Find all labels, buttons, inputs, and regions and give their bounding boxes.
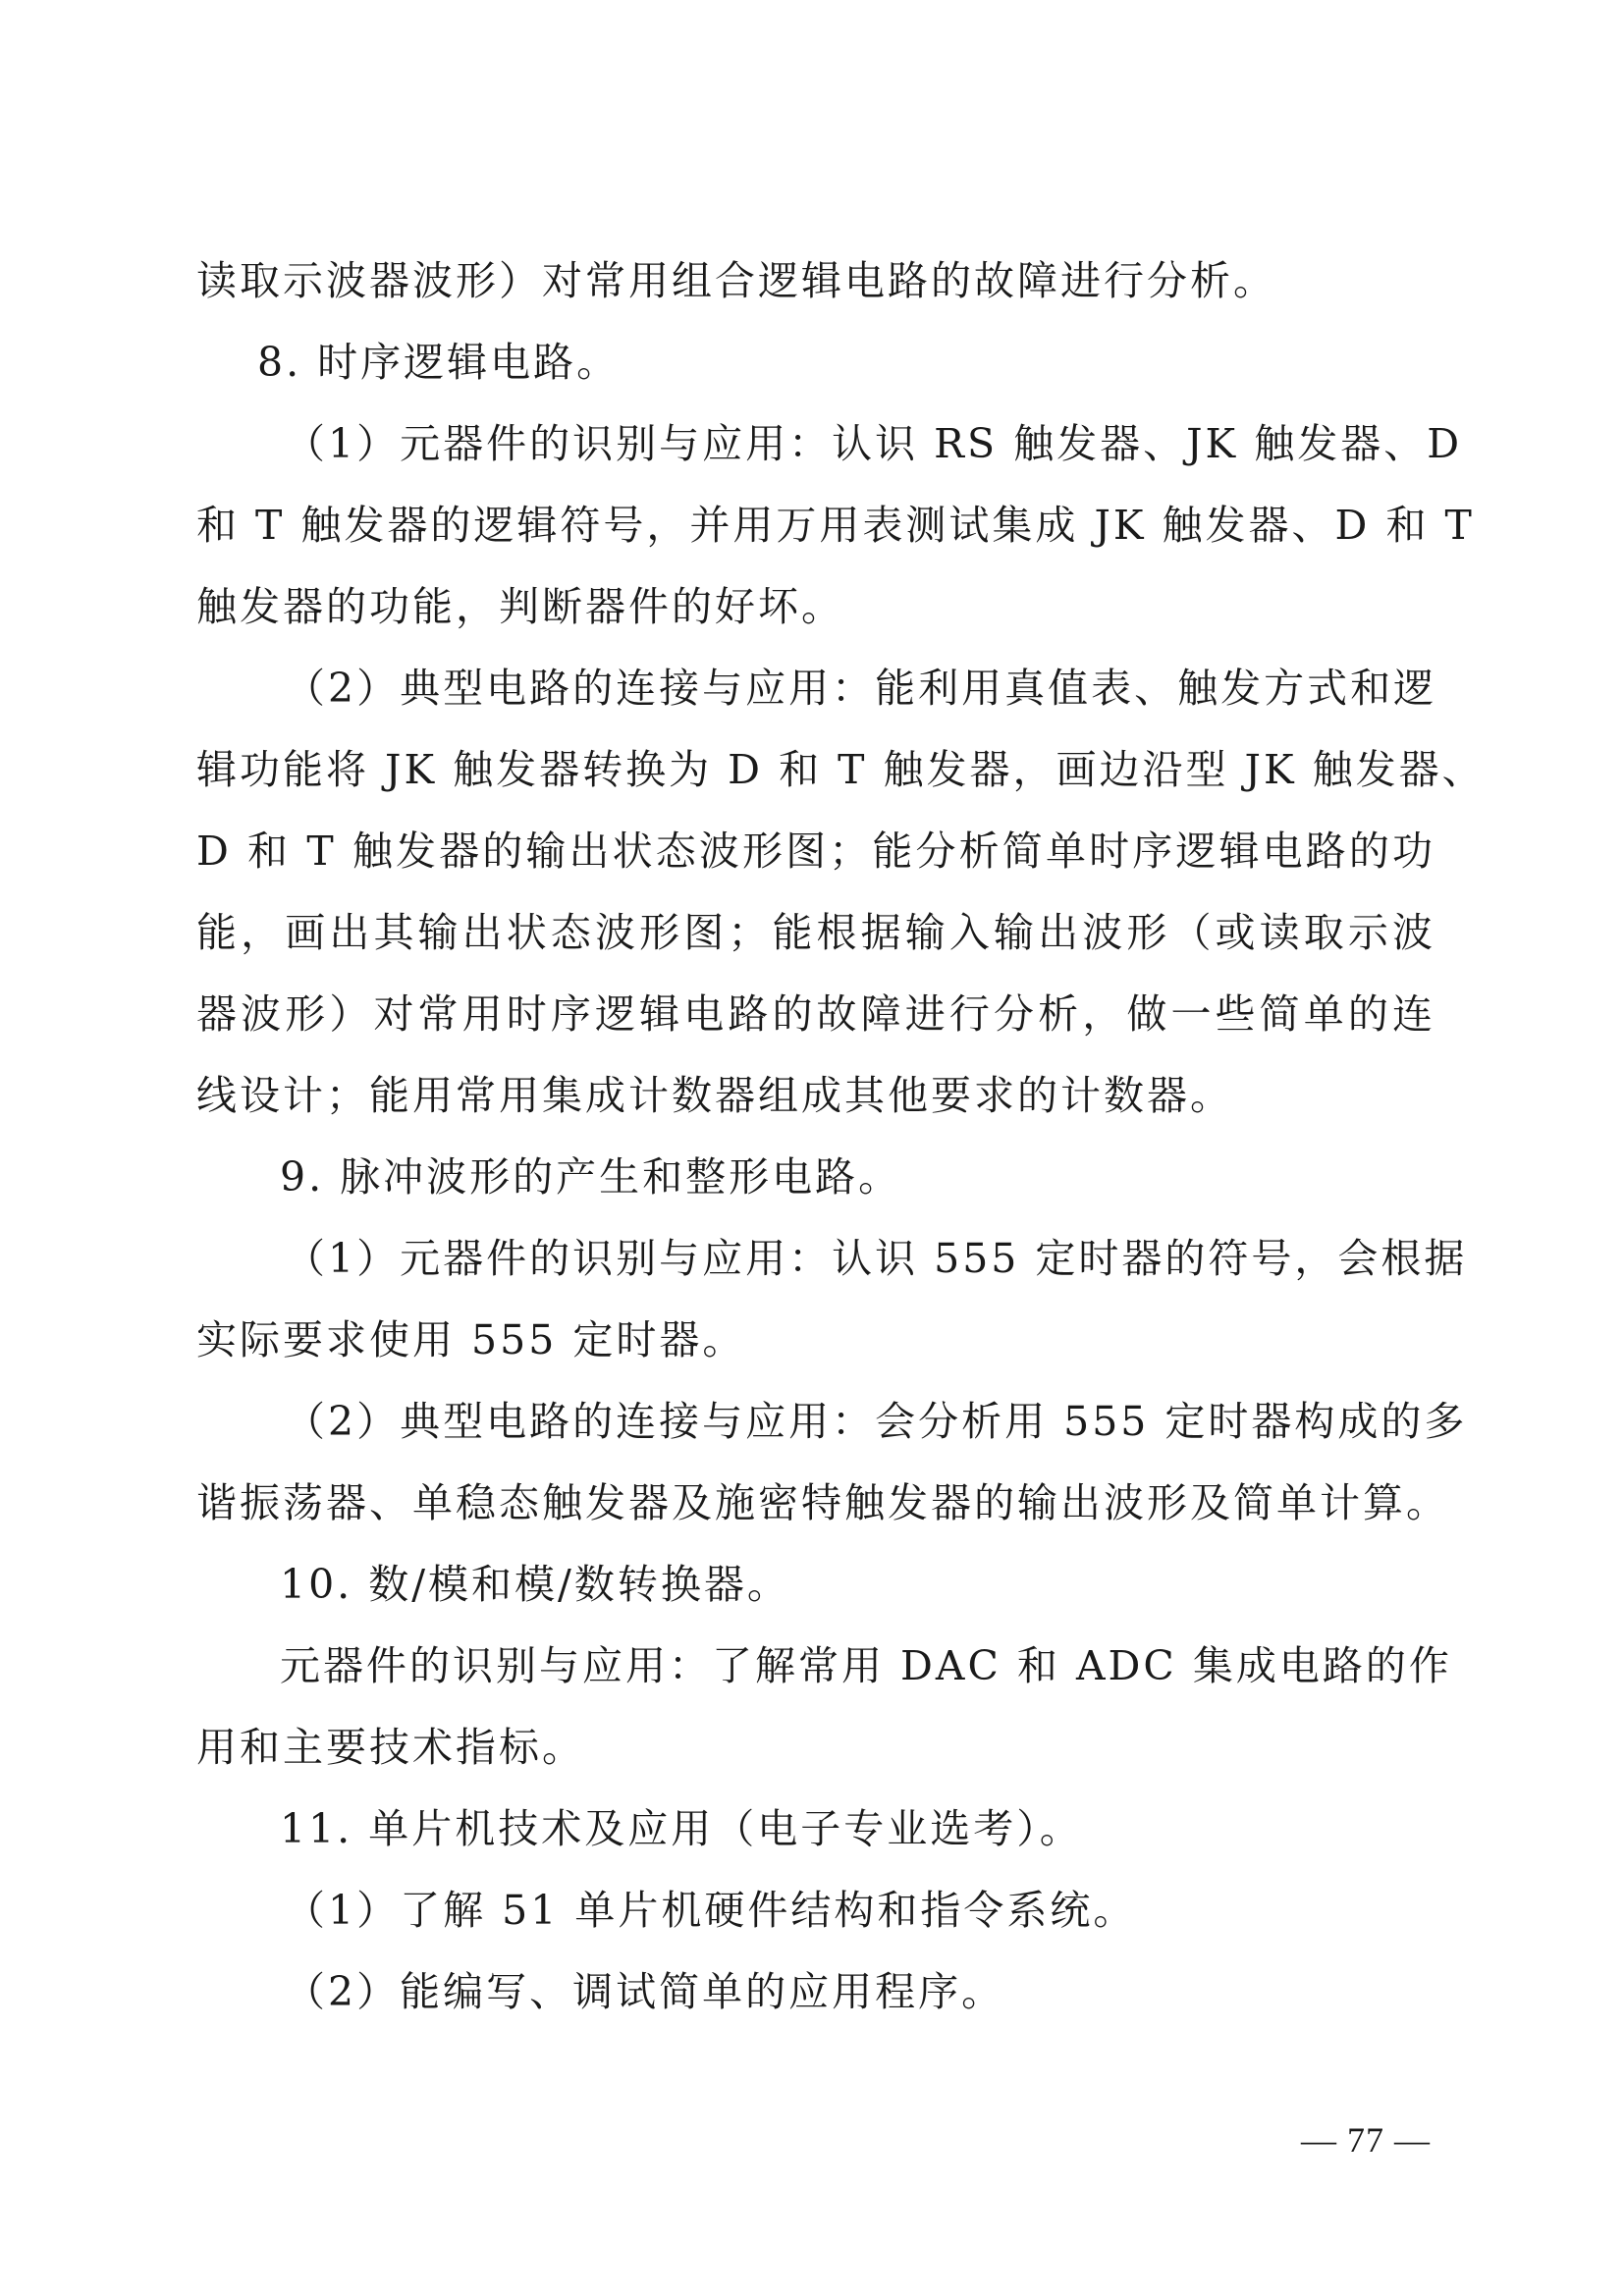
text-line-14: 实际要求使用 555 定时器。 xyxy=(196,1316,746,1363)
section-heading-8: 8. 时序逻辑电路。 xyxy=(257,339,621,386)
text-line-5: 触发器的功能，判断器件的好坏。 xyxy=(196,583,844,630)
page-number: — 77 — xyxy=(1301,2120,1431,2160)
text-line-1: 读取示波器波形）对常用组合逻辑电路的故障进行分析。 xyxy=(196,257,1276,304)
text-line-15: （2）典型电路的连接与应用：会分析用 555 定时器构成的多 xyxy=(285,1398,1468,1445)
text-line-16: 谐振荡器、单稳态触发器及施密特触发器的输出波形及简单计算。 xyxy=(196,1479,1449,1526)
text-line-8: D 和 T 触发器的输出状态波形图；能分析简单时序逻辑电路的功 xyxy=(196,828,1435,875)
text-line-11: 线设计；能用常用集成计数器组成其他要求的计数器。 xyxy=(196,1072,1233,1119)
section-heading-10: 10. 数/模和模/数转换器。 xyxy=(280,1561,790,1608)
text-line-18: 元器件的识别与应用：了解常用 DAC 和 ADC 集成电路的作 xyxy=(280,1642,1452,1689)
text-line-3: （1）元器件的识别与应用：认识 RS 触发器、JK 触发器、D xyxy=(285,420,1463,467)
text-line-21: （1）了解 51 单片机硬件结构和指令系统。 xyxy=(285,1887,1137,1934)
text-line-4: 和 T 触发器的逻辑符号，并用万用表测试集成 JK 触发器、D 和 T xyxy=(196,502,1475,549)
section-heading-11: 11. 单片机技术及应用（电子专业选考）。 xyxy=(280,1805,1083,1852)
text-line-7: 辑功能将 JK 触发器转换为 D 和 T 触发器，画边沿型 JK 触发器、 xyxy=(196,746,1486,793)
text-line-6: （2）典型电路的连接与应用：能利用真值表、触发方式和逻 xyxy=(285,665,1437,712)
text-line-9: 能，画出其输出状态波形图；能根据输入输出波形（或读取示波 xyxy=(196,909,1435,956)
text-line-22: （2）能编写、调试简单的应用程序。 xyxy=(285,1968,1005,2015)
section-heading-9: 9. 脉冲波形的产生和整形电路。 xyxy=(280,1153,902,1201)
text-line-13: （1）元器件的识别与应用：认识 555 定时器的符号，会根据 xyxy=(285,1235,1468,1282)
text-line-19: 用和主要技术指标。 xyxy=(196,1724,585,1771)
text-line-10: 器波形）对常用时序逻辑电路的故障进行分析，做一些简单的连 xyxy=(196,990,1435,1038)
